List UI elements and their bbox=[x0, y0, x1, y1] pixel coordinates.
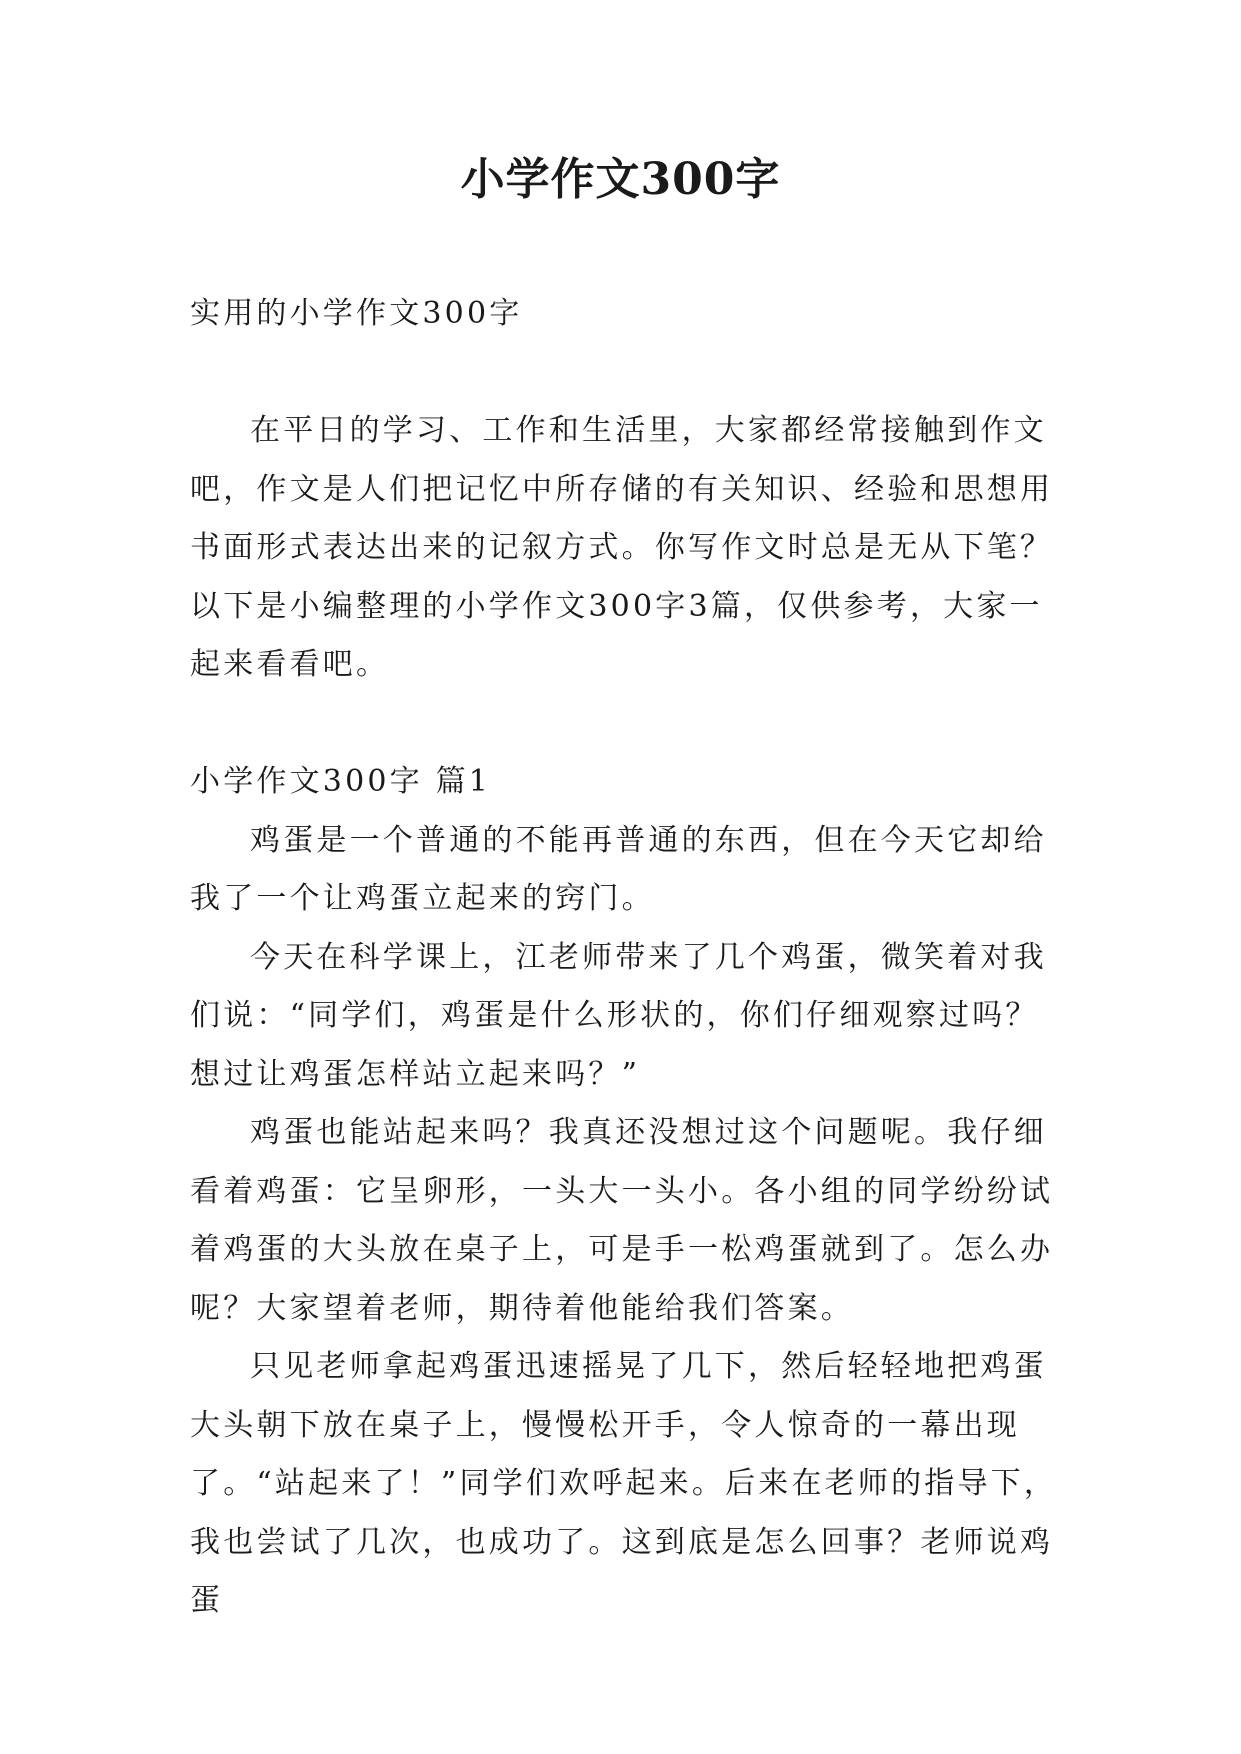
intro-paragraph: 在平日的学习、工作和生活里，大家都经常接触到作文吧，作文是人们把记忆中所存储的有关知识、经验和思想用书面形式表达出来的记叙方式。你写作文时总是无从下笔？以下是小编整理的小学作文300字3篇，仅供参考，大家一起来看看吧。 bbox=[190, 413, 1054, 682]
section-heading: 小学作文300字 篇1 bbox=[190, 764, 492, 799]
document-subtitle: 实用的小学作文300字 bbox=[190, 296, 523, 331]
body-paragraph: 今天在科学课上，江老师带来了几个鸡蛋，微笑着对我们说：“同学们，鸡蛋是什么形状的，你们仔细观察过吗？想过让鸡蛋怎样站立起来吗？” bbox=[190, 939, 1047, 1092]
document-body bbox=[190, 285, 1060, 1631]
body-paragraph: 鸡蛋也能站起来吗？我真还没想过这个问题呢。我仔细看着鸡蛋：它呈卵形，一头大一头小。各小组的同学纷纷试着鸡蛋的大头放在桌子上，可是手一松鸡蛋就到了。怎么办呢？大家望着老师，期待着他能给我们答案。 bbox=[190, 1115, 1054, 1326]
body-paragraph: 鸡蛋是一个普通的不能再普通的东西，但在今天它却给我了一个让鸡蛋立起来的窍门。 bbox=[190, 822, 1047, 916]
document-title: 小学作文300字 bbox=[460, 154, 781, 205]
body-paragraph: 只见老师拿起鸡蛋迅速摇晃了几下，然后轻轻地把鸡蛋大头朝下放在桌子上，慢慢松开手，令人惊奇的一幕出现了。“站起来了！”同学们欢呼起来。后来在老师的指导下，我也尝试了几次，也成功了。这到底是怎么回事？老师说鸡蛋 bbox=[190, 1349, 1058, 1618]
